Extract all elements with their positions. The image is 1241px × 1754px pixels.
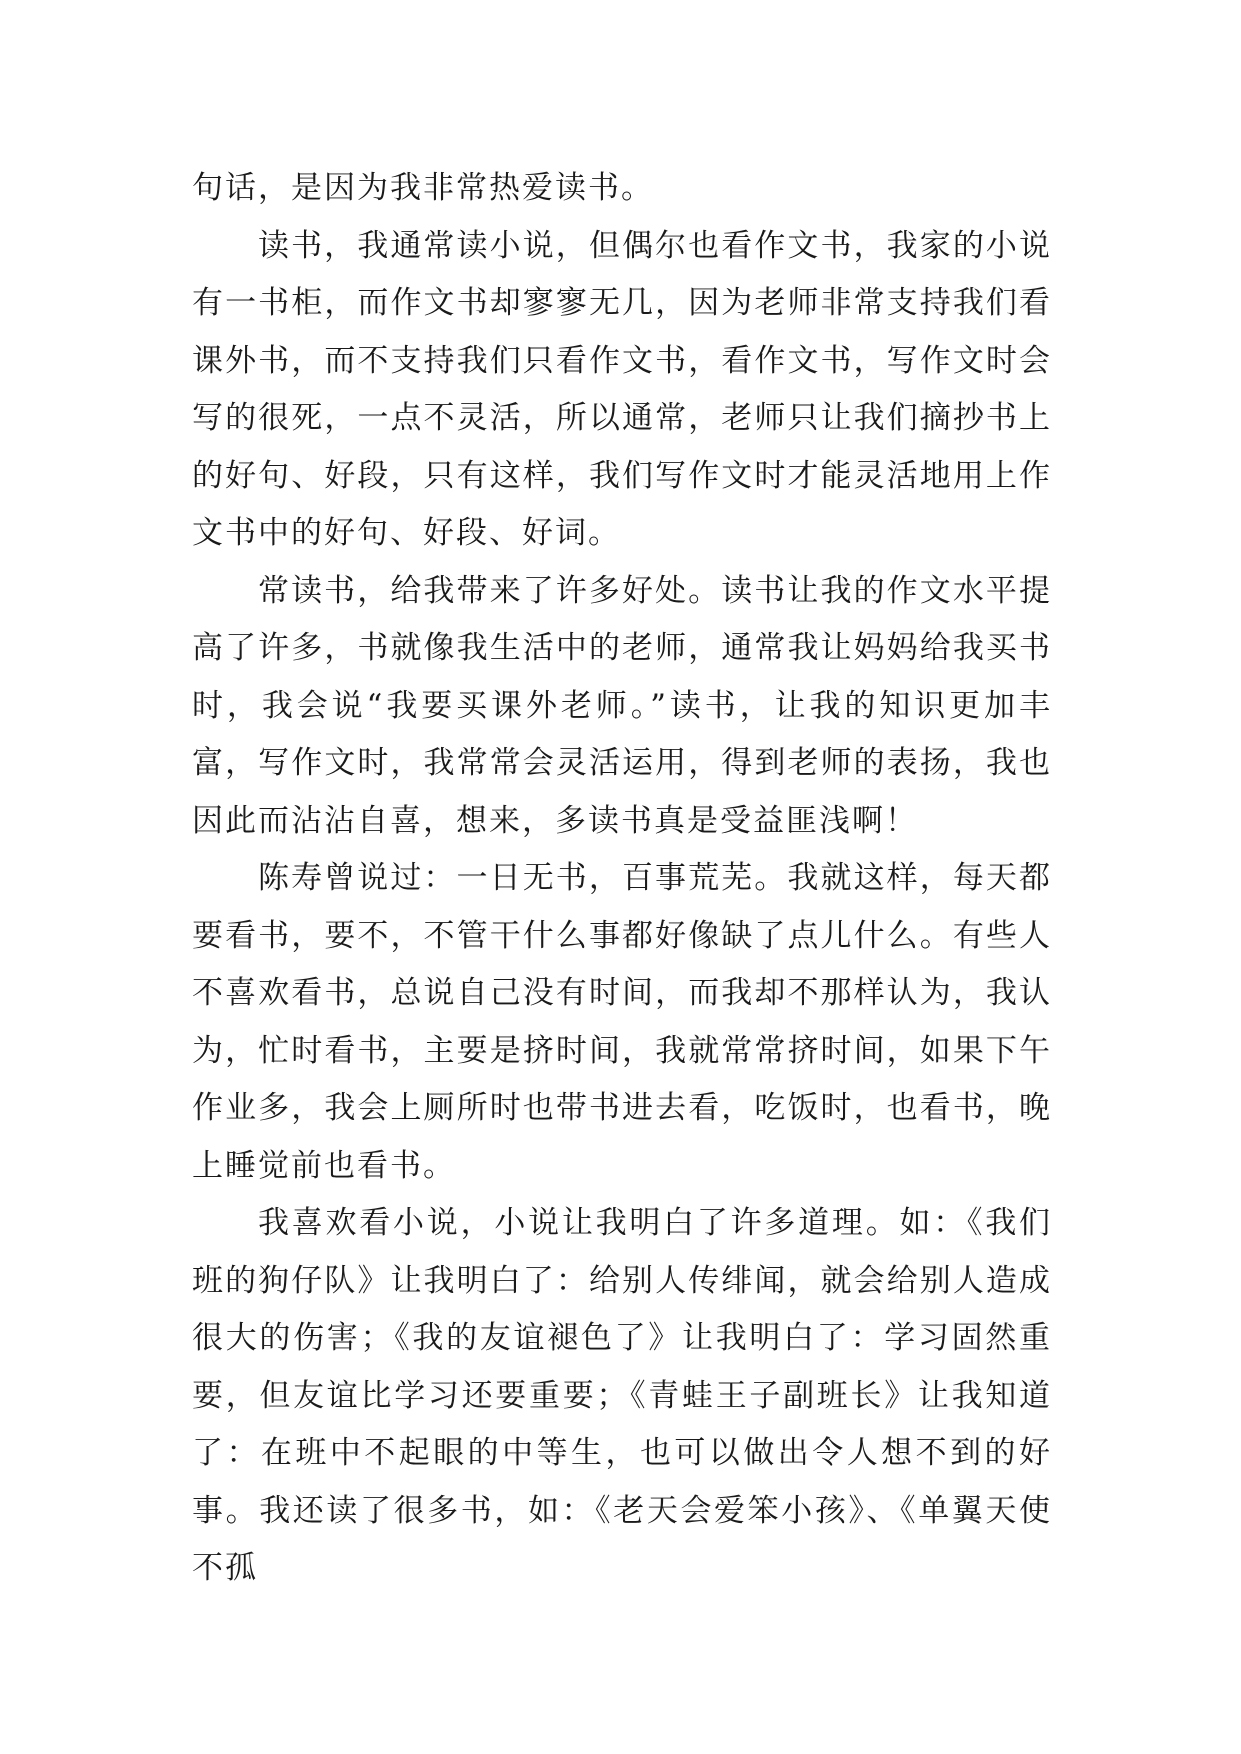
paragraph-novels: 我喜欢看小说，小说让我明白了许多道理。如：《我们班的狗仔队》让我明白了：给别人传绯闻，就会给别人造成很大的伤害；《我的友谊褪色了》让我明白了：学习固然重要，但友谊比学习还要重要；《青蛙王子副班长》让我知道了：在班中不起眼的中等生，也可以做出令人想不到的好事。我还读了很多书，如：《老天会爱笨小孩》、《单翼天使不孤 xyxy=(192,1205,1052,1586)
paragraph-benefits: 常读书，给我带来了许多好处。读书让我的作文水平提高了许多，书就像我生活中的老师，通常我让妈妈给我买书时，我会说“我要买课外老师。”读书，让我的知识更加丰富，写作文时，我常常会灵活运用，得到老师的表扬，我也因此而沾沾自喜，想来，多读书真是受益匪浅啊！ xyxy=(192,572,1052,839)
paragraph-reading-habits: 读书，我通常读小说，但偶尔也看作文书，我家的小说有一书柜，而作文书却寥寥无几，因为老师非常支持我们看课外书，而不支持我们只看作文书，看作文书，写作文时会写的很死，一点不灵活，所以通常，老师只让我们摘抄书上的好句、好段，只有这样，我们写作文时才能灵活地用上作文书中的好句、好段、好词。 xyxy=(192,227,1052,551)
paragraph-daily-reading: 陈寿曾说过：一日无书，百事荒芜。我就这样，每天都要看书，要不，不管干什么事都好像缺了点儿什么。有些人不喜欢看书，总说自己没有时间，而我却不那样认为，我认为，忙时看书，主要是挤时间，我就常常挤时间，如果下午作业多，我会上厕所时也带书进去看，吃饭时，也看书，晚上睡觉前也看书。 xyxy=(192,860,1052,1184)
paragraph-continuation: 句话，是因为我非常热爱读书。 xyxy=(192,170,654,206)
essay-body xyxy=(192,160,1052,1598)
